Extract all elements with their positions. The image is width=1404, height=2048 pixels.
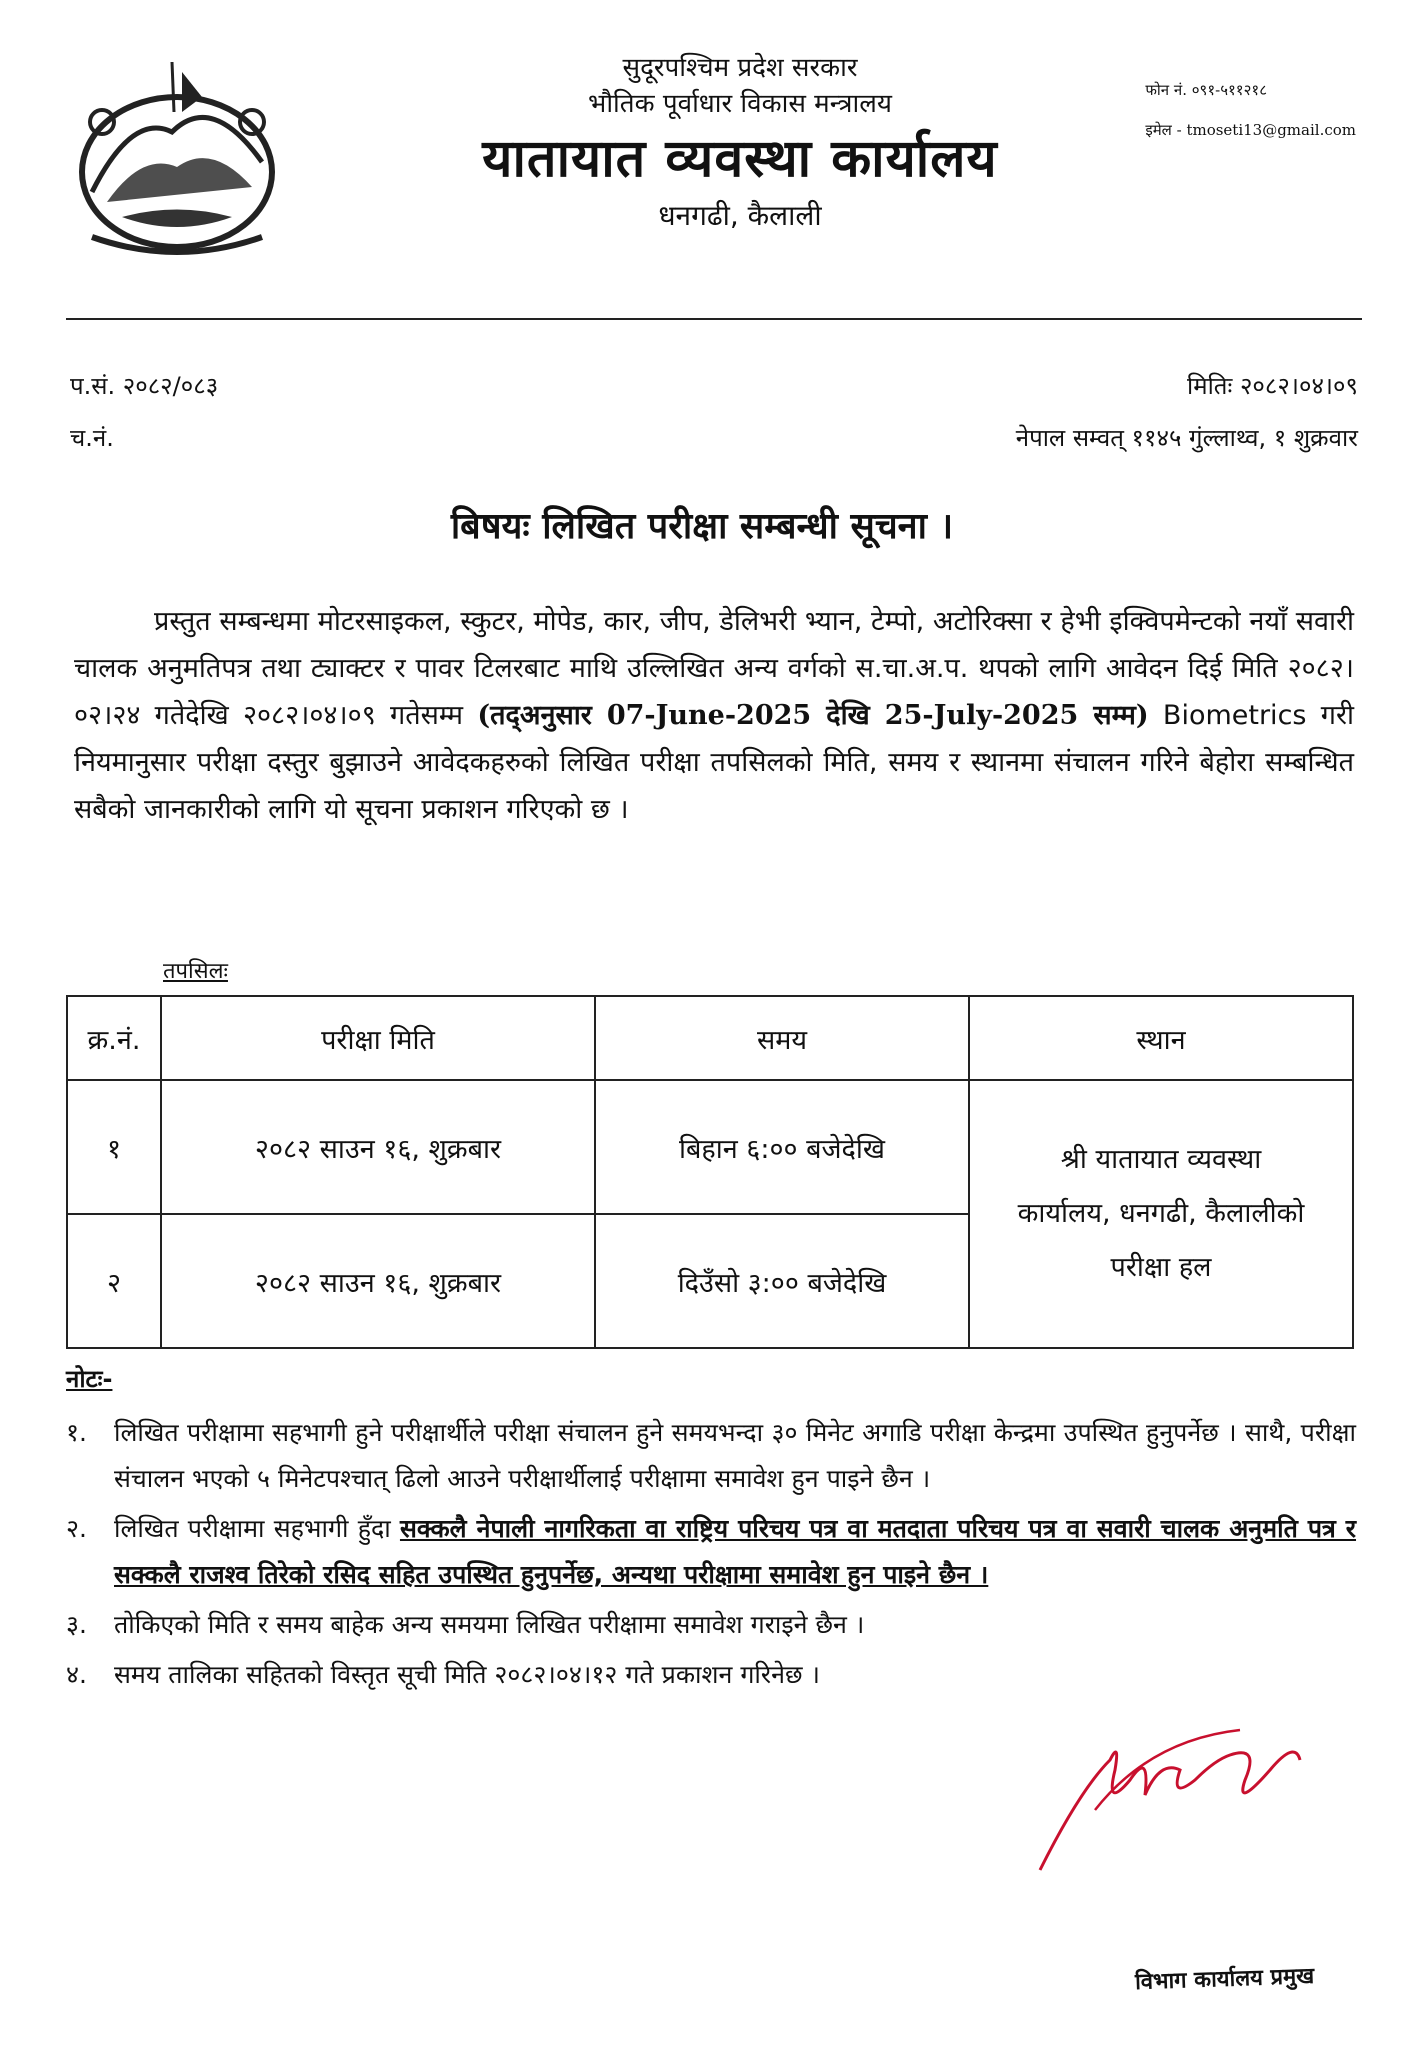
date-block — [1016, 360, 1358, 464]
row-time: दिउँसो ३:०० बजेदेखि — [595, 1214, 969, 1348]
body-part-1: प्रस्तुत सम्बन्धमा मोटरसाइकल, स्कुटर, मोपेड, कार, जीप, डेलिभरी भ्यान, टेम्पो, अटोरिक्सा र हेभी इक्विपमेन्टको नयाँ सवारी चालक अनुमतिपत्र तथा ट्याक्टर र पावर टिलरबाट माथि उल्लिखित अन्य वर्गको स.चा.अ.प. थपको लागि आवेदन दिई मिति २०८२।०२।२४ गतेदेखि २०८२।०४।०९ गतेसम्म — [74, 606, 1354, 731]
header-exam-date: परीक्षा मिति — [161, 996, 595, 1080]
reference-block — [70, 360, 218, 464]
notes-list — [66, 1410, 1356, 1702]
note-lead: लिखित परीक्षामा सहभागी हुँदा — [114, 1514, 400, 1543]
dispatch-number: च.नं. — [70, 424, 114, 452]
body-date-range: (तद्अनुसार 07-June-2025 देखि 25-July-2025 सम्म) — [477, 700, 1149, 731]
note-number: ४. — [66, 1660, 87, 1689]
ministry-name: भौतिक पूर्वाधार विकास मन्त्रालय — [588, 89, 892, 119]
row-exam-date: २०८२ साउन १६, शुक्रबार — [161, 1080, 595, 1214]
row-serial: २ — [67, 1214, 161, 1348]
note-text: लिखित परीक्षामा सहभागी हुने परीक्षार्थीले परीक्षा संचालन हुने समयभन्दा ३० मिनेट अगाडि परीक्षा केन्द्रमा उपस्थित हुनुपर्नेछ । साथै, परीक्षा संचालन भएको ५ मिनेटपश्चात् ढिलो आउने परीक्षार्थीलाई परीक्षामा समावेश हुन पाइने छैन । — [114, 1418, 1356, 1493]
notice-body — [74, 598, 1354, 833]
row-serial: १ — [67, 1080, 161, 1214]
row-time: बिहान ६:०० बजेदेखि — [595, 1080, 969, 1214]
nepal-sambat-date: नेपाल सम्वत् ११४५ गुंल्लाथ्व, १ शुक्रवार — [1015, 424, 1358, 452]
nepal-emblem-icon — [62, 52, 292, 262]
list-item — [66, 1410, 1356, 1502]
schedule-label: तपसिलः — [163, 959, 228, 984]
office-location: धनगढी, कैलाली — [658, 199, 822, 232]
letter-date: मितिः २०८२।०४।०९ — [1187, 372, 1358, 400]
header-divider — [66, 318, 1362, 320]
phone-number: फोन नं. ०९१-५११२१८ — [1145, 81, 1268, 99]
subject-line: बिषयः लिखित परीक्षा सम्बन्धी सूचना । — [450, 506, 954, 547]
email-address: इमेल - tmoseti13@gmail.com — [1145, 121, 1356, 139]
note-text: समय तालिका सहितको विस्तृत सूची मिति २०८२।०४।१२ गते प्रकाशन गरिनेछ । — [114, 1660, 820, 1689]
header-serial: क्र.नं. — [67, 996, 161, 1080]
note-number: १. — [66, 1418, 87, 1447]
contact-info — [1145, 70, 1356, 150]
body-part-3: Biometrics गरी नियमानुसार परीक्षा दस्तुर बुझाउने आवेदकहरुको लिखित परीक्षा तपसिलको मिति, समय र स्थानमा संचालन गरिने बेहोरा सम्बन्धित सबैको जानकारीको लागि यो सूचना प्रकाशन गरिएको छ । — [74, 700, 1354, 825]
government-name: सुदूरपश्चिम प्रदेश सरकार — [622, 53, 858, 83]
office-name: यातायात व्यवस्था कार्यालय — [482, 129, 998, 189]
note-emphasis: सक्कलै नेपाली नागरिकता वा राष्ट्रिय परिचय पत्र वा मतदाता परिचय पत्र वा सवारी चालक अनुमति पत्र र सक्कलै राजश्व तिरेको रसिद सहित उपस्थित हुनुपर्नेछ, अन्यथा परीक्षामा समावेश हुन पाइने छैन । — [114, 1514, 1357, 1589]
list-item — [66, 1652, 1356, 1698]
exam-schedule-table — [66, 995, 1354, 1349]
venue-line: परीक्षा हल — [1110, 1252, 1212, 1283]
note-number: २. — [66, 1514, 87, 1543]
note-text — [114, 1506, 1356, 1598]
header-venue: स्थान — [969, 996, 1353, 1080]
venue-line: श्री यातायात व्यवस्था — [1060, 1144, 1262, 1175]
letter-number: प.सं. २०८२/०८३ — [70, 372, 219, 400]
venue-line: कार्यालय, धनगढी, कैलालीको — [1017, 1198, 1305, 1229]
note-number: ३. — [66, 1610, 87, 1639]
letterhead — [400, 50, 1080, 236]
signatory-title: विभाग कार्यालय प्रमुख — [1134, 1963, 1315, 1996]
exam-venue — [969, 1080, 1353, 1348]
table-row — [67, 1080, 1353, 1214]
note-text: तोकिएको मिति र समय बाहेक अन्य समयमा लिखित परीक्षामा समावेश गराइने छैन । — [114, 1610, 865, 1639]
list-item — [66, 1506, 1356, 1598]
table-header-row — [67, 996, 1353, 1080]
row-exam-date: २०८२ साउन १६, शुक्रबार — [161, 1214, 595, 1348]
list-item — [66, 1602, 1356, 1648]
header-time: समय — [595, 996, 969, 1080]
notes-title: नोटः- — [66, 1365, 113, 1393]
signature-icon — [1020, 1700, 1380, 1880]
